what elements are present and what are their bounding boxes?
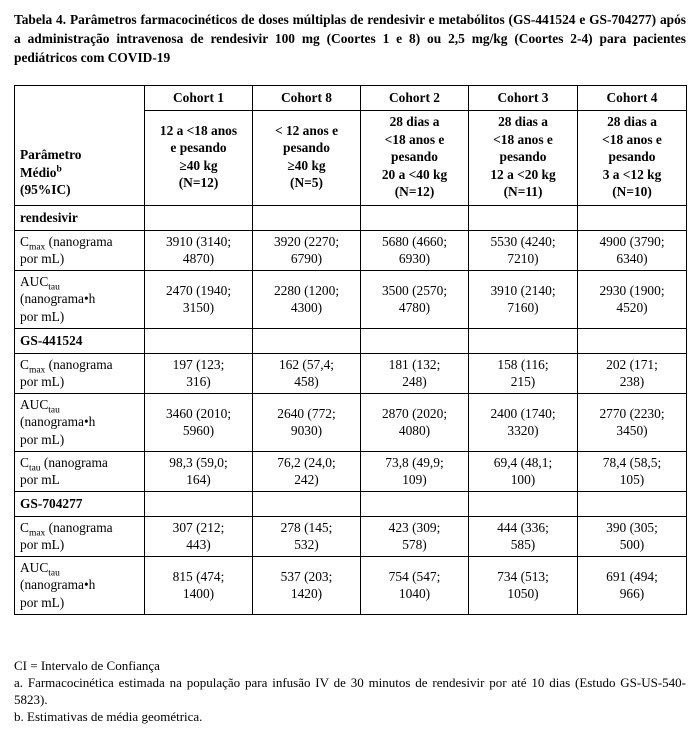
parameter-label: $AUC_{tau}$ (nanograma•h por mL) xyxy=(15,393,145,451)
section-row xyxy=(15,328,687,353)
parameter-label: $C_{max}$ (nanograma por mL) xyxy=(15,516,145,556)
empty-cell xyxy=(145,328,253,353)
table-caption: Tabela 4. Parâmetros farmacocinéticos de doses múltiplas de rendesivir e metabólitos (GS-441524 e GS-704277) após a administração intravenosa de rendesivir 100 mg (Coortes 1 e 8) ou 2,5 mg/kg (Coortes 2-4) para pacientes pediátricos com COVID-19 xyxy=(14,12,686,65)
value-cell: 3500 (2570; 4780) xyxy=(361,270,469,328)
section-title: GS-704277 xyxy=(15,491,145,516)
value-cell: 537 (203; 1420) xyxy=(253,556,361,614)
empty-cell xyxy=(253,328,361,353)
parameter-label: $AUC_{tau}$ (nanograma•h por mL) xyxy=(15,270,145,328)
cohort-header: Cohort 4 xyxy=(578,86,687,111)
cohort-criteria: 12 a <18 anos e pesando ≥40 kg (N=12) xyxy=(145,111,253,206)
empty-cell xyxy=(253,205,361,230)
value-cell: 76,2 (24,0; 242) xyxy=(253,451,361,491)
cohort-header: Cohort 8 xyxy=(253,86,361,111)
empty-cell xyxy=(145,491,253,516)
value-cell: 734 (513; 1050) xyxy=(469,556,578,614)
value-cell: 2280 (1200; 4300) xyxy=(253,270,361,328)
value-cell: 691 (494; 966) xyxy=(578,556,687,614)
value-cell: 162 (57,4; 458) xyxy=(253,353,361,393)
value-cell: 197 (123; 316) xyxy=(145,353,253,393)
param-label-line3: (95%IC) xyxy=(20,182,71,197)
parameter-label: $AUC_{tau}$ (nanograma•h por mL) xyxy=(15,556,145,614)
value-cell: 158 (116; 215) xyxy=(469,353,578,393)
table-row xyxy=(15,393,687,451)
cohort-criteria: 28 dias a <18 anos e pesando 12 a <20 kg (N=11) xyxy=(469,111,578,206)
cohort-header: Cohort 2 xyxy=(361,86,469,111)
value-cell: 73,8 (49,9; 109) xyxy=(361,451,469,491)
section-title: rendesivir xyxy=(15,205,145,230)
cohort-header: Cohort 3 xyxy=(469,86,578,111)
table-row xyxy=(15,556,687,614)
param-header xyxy=(15,86,145,206)
table-row xyxy=(15,516,687,556)
header-row-cohorts xyxy=(15,86,687,111)
empty-cell xyxy=(253,491,361,516)
value-cell: 202 (171; 238) xyxy=(578,353,687,393)
footnote: CI = Intervalo de Confiança xyxy=(14,658,160,673)
parameter-label: $C_{max}$ (nanograma por mL) xyxy=(15,353,145,393)
value-cell: 444 (336; 585) xyxy=(469,516,578,556)
empty-cell xyxy=(469,491,578,516)
value-cell: 278 (145; 532) xyxy=(253,516,361,556)
value-cell: 78,4 (58,5; 105) xyxy=(578,451,687,491)
footnote: b. Estimativas de média geométrica. xyxy=(14,709,203,724)
table-row xyxy=(15,270,687,328)
empty-cell xyxy=(469,328,578,353)
value-cell: 390 (305; 500) xyxy=(578,516,687,556)
value-cell: 423 (309; 578) xyxy=(361,516,469,556)
value-cell: 307 (212; 443) xyxy=(145,516,253,556)
table-body xyxy=(15,205,687,614)
empty-cell xyxy=(361,205,469,230)
value-cell: 4900 (3790; 6340) xyxy=(578,230,687,270)
empty-cell xyxy=(578,491,687,516)
table-row xyxy=(15,230,687,270)
value-cell: 2930 (1900; 4520) xyxy=(578,270,687,328)
value-cell: 3910 (3140; 4870) xyxy=(145,230,253,270)
section-row xyxy=(15,491,687,516)
value-cell: 754 (547; 1040) xyxy=(361,556,469,614)
value-cell: 2770 (2230; 3450) xyxy=(578,393,687,451)
value-cell: 5530 (4240; 7210) xyxy=(469,230,578,270)
section-row xyxy=(15,205,687,230)
parameter-label: $C_{tau}$ (nanograma por mL xyxy=(15,451,145,491)
table-row xyxy=(15,353,687,393)
value-cell: 69,4 (48,1; 100) xyxy=(469,451,578,491)
empty-cell xyxy=(578,328,687,353)
value-cell: 98,3 (59,0; 164) xyxy=(145,451,253,491)
value-cell: 3460 (2010; 5960) xyxy=(145,393,253,451)
cohort-criteria: 28 dias a <18 anos e pesando 3 a <12 kg (N=10) xyxy=(578,111,687,206)
value-cell: 2400 (1740; 3320) xyxy=(469,393,578,451)
cohort-criteria: 28 dias a <18 anos e pesando 20 a <40 kg (N=12) xyxy=(361,111,469,206)
cohort-header: Cohort 1 xyxy=(145,86,253,111)
parameter-label: $C_{max}$ (nanograma por mL) xyxy=(15,230,145,270)
empty-cell xyxy=(469,205,578,230)
empty-cell xyxy=(361,491,469,516)
param-label-line2: Médio xyxy=(20,164,57,180)
footnotes xyxy=(14,657,686,725)
value-cell: 2640 (772; 9030) xyxy=(253,393,361,451)
section-title: GS-441524 xyxy=(15,328,145,353)
footnote: a. Farmacocinética estimada na população para infusão IV de 30 minutos de rendesivir por até 10 dias (Estudo GS-US-540-5823). xyxy=(14,675,686,707)
value-cell: 3910 (2140; 7160) xyxy=(469,270,578,328)
cohort-criteria: < 12 anos e pesando ≥40 kg (N=5) xyxy=(253,111,361,206)
empty-cell xyxy=(578,205,687,230)
value-cell: 3920 (2270; 6790) xyxy=(253,230,361,270)
value-cell: 2470 (1940; 3150) xyxy=(145,270,253,328)
value-cell: 2870 (2020; 4080) xyxy=(361,393,469,451)
value-cell: 5680 (4660; 6930) xyxy=(361,230,469,270)
empty-cell xyxy=(145,205,253,230)
pk-parameters-table xyxy=(14,85,687,615)
param-label-sup: b xyxy=(56,164,62,175)
param-label-line1: Parâmetro xyxy=(20,147,82,162)
empty-cell xyxy=(361,328,469,353)
table-row xyxy=(15,451,687,491)
value-cell: 181 (132; 248) xyxy=(361,353,469,393)
value-cell: 815 (474; 1400) xyxy=(145,556,253,614)
